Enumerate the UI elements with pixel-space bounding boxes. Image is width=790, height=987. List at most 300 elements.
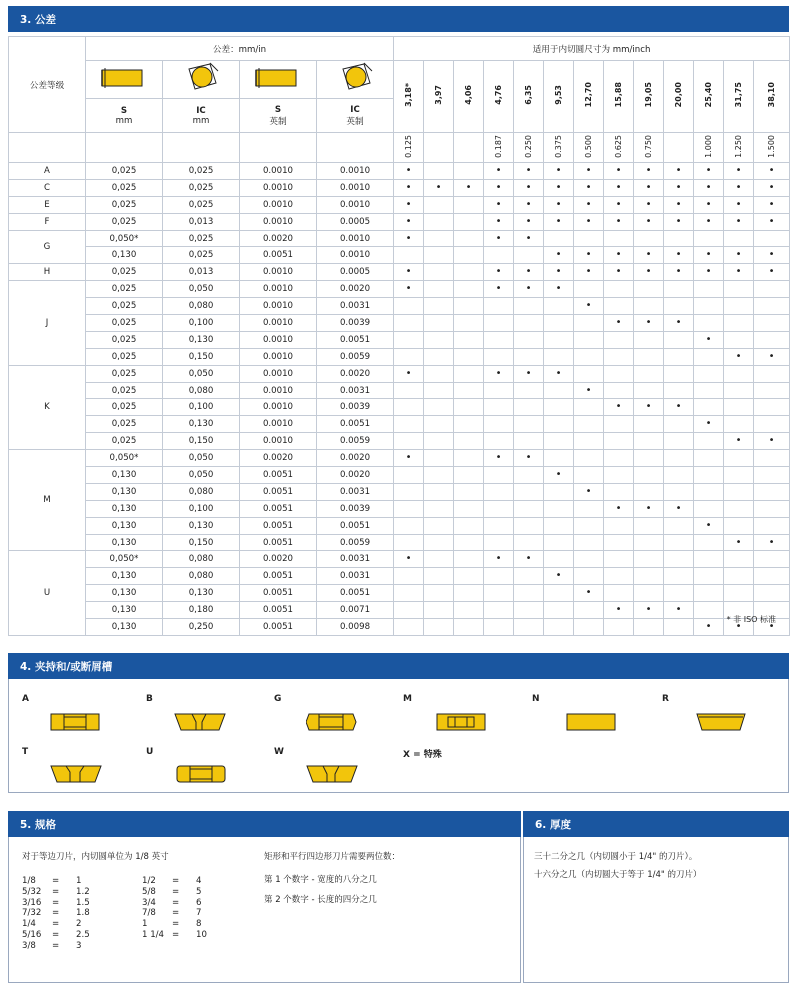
applicability-cell (484, 348, 514, 365)
applicability-cell (664, 331, 694, 348)
applicability-cell (604, 568, 634, 585)
applicability-cell (454, 619, 484, 636)
table-row (9, 534, 790, 551)
size-row: 3/4 = 6 (142, 897, 202, 908)
applicability-cell (634, 399, 664, 416)
type-T-label: T (22, 747, 29, 757)
applicability-cell (574, 230, 604, 247)
applicable-dot: • (705, 181, 712, 193)
ic-in-4: 0.250 (514, 133, 544, 163)
col-s-in: S 英制 (240, 99, 317, 133)
col-ic-mm: IC mm (163, 99, 240, 133)
table-row (9, 585, 790, 602)
applicability-cell (694, 247, 724, 264)
applicability-cell (664, 483, 694, 500)
tolerance-value: 0.0010 (317, 163, 394, 180)
applicability-cell (604, 483, 634, 500)
applicability-cell (484, 568, 514, 585)
applicability-cell (484, 585, 514, 602)
applicability-cell (394, 399, 424, 416)
applicable-dot: • (705, 198, 712, 210)
applicability-cell (424, 416, 454, 433)
applicability-cell (574, 213, 604, 230)
applicability-cell (574, 315, 604, 332)
size-row: 3/8 = 3 (22, 940, 82, 951)
tolerance-value: 0,100 (163, 315, 240, 332)
applicability-cell (544, 213, 574, 230)
applicability-cell (604, 517, 634, 534)
applicability-cell (544, 298, 574, 315)
table-row (9, 196, 790, 213)
applicability-cell (694, 534, 724, 551)
tolerance-value: 0.0031 (317, 382, 394, 399)
tolerance-value: 0.0039 (317, 500, 394, 517)
applicability-cell (724, 264, 754, 281)
applicability-cell (724, 163, 754, 180)
applicability-cell (724, 450, 754, 467)
tolerance-value: 0.0098 (317, 619, 394, 636)
tolerance-value: 0,130 (86, 568, 163, 585)
size-row: 5/32 = 1.2 (22, 886, 90, 897)
applicability-cell (604, 163, 634, 180)
applicability-cell (724, 483, 754, 500)
applicability-cell (394, 416, 424, 433)
ic-in-icon-cell (317, 61, 394, 99)
applicability-cell (544, 163, 574, 180)
applicable-dot: • (405, 198, 412, 210)
ic-mm-5: 9,53 (553, 85, 563, 105)
tolerance-value: 0.0010 (240, 298, 317, 315)
applicability-cell (664, 534, 694, 551)
applicability-cell (514, 433, 544, 450)
applicability-cell (724, 196, 754, 213)
applicable-dot: • (675, 502, 682, 514)
applicability-cell (544, 619, 574, 636)
applicability-cell (724, 298, 754, 315)
applicability-cell (664, 399, 694, 416)
applicability-cell (634, 264, 664, 281)
tolerance-value: 0,080 (163, 551, 240, 568)
applicable-dot: • (555, 198, 562, 210)
size-row: 1 = 8 (142, 919, 202, 930)
rect-intro: 矩形和平行四边形刀片需要两位数： (264, 852, 401, 862)
tolerance-value: 0,130 (163, 416, 240, 433)
inscribed-circle-icon (180, 61, 222, 95)
applicable-dot: • (585, 249, 592, 261)
applicability-cell (724, 517, 754, 534)
applicability-cell (694, 568, 724, 585)
applicability-cell (754, 331, 790, 348)
applicability-cell (544, 382, 574, 399)
applicability-cell (394, 315, 424, 332)
applicability-cell (544, 399, 574, 416)
tolerance-value: 0,025 (86, 298, 163, 315)
applicable-dot: • (675, 249, 682, 261)
tolerance-value: 0.0059 (317, 534, 394, 551)
tolerance-value: 0,130 (86, 619, 163, 636)
applicability-cell (634, 163, 664, 180)
tolerance-value: 0.0010 (240, 264, 317, 281)
applicability-cell (424, 179, 454, 196)
tolerance-value: 0,013 (163, 213, 240, 230)
tolerance-value: 0.0010 (240, 315, 317, 332)
applicability-cell (634, 551, 664, 568)
applicability-cell (664, 163, 694, 180)
applicability-cell (484, 619, 514, 636)
applicability-cell (514, 247, 544, 264)
applicable-dot: • (525, 553, 532, 565)
tolerance-value: 0.0010 (240, 163, 317, 180)
applicable-dot: • (525, 198, 532, 210)
tolerance-value: 0,080 (163, 382, 240, 399)
applicability-cell (574, 433, 604, 450)
applicability-cell (604, 399, 634, 416)
applicability-cell (664, 568, 694, 585)
applicability-cell (754, 551, 790, 568)
applicability-cell (424, 196, 454, 213)
applicability-cell (544, 517, 574, 534)
tolerance-value: 0.0051 (317, 585, 394, 602)
applicability-cell (394, 619, 424, 636)
section5-title: 5. 规格 (20, 818, 56, 831)
applicability-cell (574, 382, 604, 399)
tolerance-value: 0,130 (163, 517, 240, 534)
tolerance-value: 0.0020 (240, 450, 317, 467)
tolerance-value: 0,100 (163, 399, 240, 416)
applicable-dot: • (405, 452, 412, 464)
applicability-cell (514, 331, 544, 348)
tolerance-value: 0,100 (163, 500, 240, 517)
applicability-cell (394, 585, 424, 602)
applicability-cell (694, 551, 724, 568)
applicable-dot: • (645, 401, 652, 413)
footnote: * 非 ISO 标准 (726, 615, 776, 624)
applicability-cell (634, 483, 664, 500)
type-W-shape (306, 764, 360, 786)
applicability-cell (574, 281, 604, 298)
s-mm-icon-cell (86, 61, 163, 99)
tolerance-value: 0,025 (86, 315, 163, 332)
ic-size-header: 适用于内切圆尺寸为 mm/inch (394, 37, 790, 61)
applicable-dot: • (768, 198, 775, 210)
ic-mm-7: 15,88 (613, 82, 623, 108)
applicability-cell (754, 196, 790, 213)
applicability-cell (664, 196, 694, 213)
ic-mm-2: 4,06 (463, 85, 473, 105)
applicable-dot: • (735, 350, 742, 362)
applicability-cell (544, 348, 574, 365)
applicability-cell (754, 264, 790, 281)
applicability-cell (664, 281, 694, 298)
tolerance-value: 0,130 (86, 585, 163, 602)
applicability-cell (754, 483, 790, 500)
applicability-cell (574, 365, 604, 382)
applicability-cell (424, 315, 454, 332)
applicable-dot: • (645, 249, 652, 261)
tolerance-header: 公差：mm/in (86, 37, 394, 61)
tolerance-value: 0,130 (86, 247, 163, 264)
type-T-shape (50, 764, 104, 786)
tolerance-value: 0.0051 (240, 467, 317, 484)
applicability-cell (484, 247, 514, 264)
applicable-dot: • (525, 452, 532, 464)
ic-mm-6: 12,70 (583, 82, 593, 108)
applicability-cell (754, 399, 790, 416)
tolerance-value: 0,050* (86, 551, 163, 568)
applicability-cell (754, 281, 790, 298)
applicability-cell (574, 500, 604, 517)
applicability-cell (394, 517, 424, 534)
type-W-label: W (274, 747, 284, 757)
tolerance-value: 0,025 (86, 365, 163, 382)
applicability-cell (394, 196, 424, 213)
applicability-cell (394, 213, 424, 230)
applicability-cell (634, 602, 664, 619)
applicability-cell (754, 467, 790, 484)
applicable-dot: • (675, 198, 682, 210)
type-B-label: B (146, 694, 153, 704)
applicability-cell (724, 416, 754, 433)
applicability-cell (544, 500, 574, 517)
applicability-cell (514, 264, 544, 281)
applicability-cell (484, 230, 514, 247)
col-ic-in: IC 英制 (317, 99, 394, 133)
col-s-mm: S mm (86, 99, 163, 133)
tolerance-value: 0,130 (86, 602, 163, 619)
tolerance-value: 0.0051 (317, 331, 394, 348)
applicability-cell (424, 450, 454, 467)
ic-mm-8: 19,05 (643, 82, 653, 108)
applicable-dot: • (645, 502, 652, 514)
applicability-cell (424, 551, 454, 568)
applicability-cell (754, 247, 790, 264)
applicability-cell (604, 500, 634, 517)
applicability-cell (484, 179, 514, 196)
table-row (9, 602, 790, 619)
applicability-cell (634, 619, 664, 636)
applicability-cell (634, 298, 664, 315)
ic-mm-icon-cell (163, 61, 240, 99)
applicable-dot: • (768, 215, 775, 227)
applicable-dot: • (525, 164, 532, 176)
applicable-dot: • (735, 536, 742, 548)
applicable-dot: • (495, 367, 502, 379)
type-A-label: A (22, 694, 29, 704)
tolerance-value: 0.0031 (317, 568, 394, 585)
applicability-cell (634, 281, 664, 298)
grade-cell: U (9, 551, 86, 635)
applicability-cell (544, 196, 574, 213)
table-row (9, 568, 790, 585)
applicability-cell (754, 433, 790, 450)
applicability-cell (604, 298, 634, 315)
applicability-cell (694, 500, 724, 517)
applicability-cell (694, 585, 724, 602)
applicable-dot: • (585, 266, 592, 278)
applicable-dot: • (525, 367, 532, 379)
applicability-cell (514, 179, 544, 196)
applicable-dot: • (405, 232, 412, 244)
table-row (9, 348, 790, 365)
applicability-cell (574, 534, 604, 551)
applicability-cell (394, 534, 424, 551)
tolerance-value: 0.0010 (240, 213, 317, 230)
table-row (9, 213, 790, 230)
applicability-cell (424, 213, 454, 230)
applicability-cell (514, 500, 544, 517)
tolerance-value: 0.0010 (240, 416, 317, 433)
applicability-cell (454, 483, 484, 500)
applicability-cell (544, 315, 574, 332)
applicability-cell (724, 365, 754, 382)
tolerance-value: 0.0020 (317, 467, 394, 484)
applicable-dot: • (525, 215, 532, 227)
applicability-cell (544, 230, 574, 247)
applicability-cell (514, 450, 544, 467)
tolerance-value: 0,025 (163, 179, 240, 196)
applicability-cell (754, 213, 790, 230)
applicability-cell (574, 298, 604, 315)
applicability-cell (664, 500, 694, 517)
ic-in-12: 1.500 (754, 133, 790, 163)
tolerance-value: 0,025 (163, 247, 240, 264)
tolerance-value: 0.0051 (240, 483, 317, 500)
ic-mm-11: 31,75 (733, 82, 743, 108)
tolerance-value: 0.0010 (317, 196, 394, 213)
applicability-cell (724, 534, 754, 551)
size-row: 7/32 = 1.8 (22, 908, 90, 919)
applicability-cell (634, 500, 664, 517)
ic-in-0: 0.125 (394, 133, 424, 163)
applicable-dot: • (645, 164, 652, 176)
applicability-cell (634, 467, 664, 484)
applicability-cell (664, 467, 694, 484)
applicable-dot: • (735, 181, 742, 193)
type-M-label: M (403, 694, 412, 704)
applicability-cell (634, 315, 664, 332)
applicability-cell (424, 264, 454, 281)
applicability-cell (694, 450, 724, 467)
applicable-dot: • (495, 452, 502, 464)
tolerance-value: 0,025 (86, 213, 163, 230)
applicability-cell (574, 568, 604, 585)
applicability-cell (544, 365, 574, 382)
size-row: 1/8 = 1 (22, 876, 82, 886)
applicable-dot: • (495, 232, 502, 244)
tolerance-value: 0,050* (86, 230, 163, 247)
applicability-cell (484, 602, 514, 619)
applicability-cell (604, 551, 634, 568)
tolerance-value: 0.0051 (240, 568, 317, 585)
applicability-cell (664, 450, 694, 467)
table-row (9, 416, 790, 433)
applicability-cell (394, 467, 424, 484)
applicability-cell (604, 196, 634, 213)
table-row (9, 399, 790, 416)
applicable-dot: • (585, 384, 592, 396)
applicable-dot: • (405, 164, 412, 176)
applicable-dot: • (768, 249, 775, 261)
applicability-cell (604, 602, 634, 619)
applicability-cell (604, 619, 634, 636)
applicable-dot: • (615, 181, 622, 193)
applicable-dot: • (768, 350, 775, 362)
ic-mm-10: 25,40 (703, 82, 713, 108)
applicability-cell (424, 230, 454, 247)
tolerance-value: 0,050 (163, 467, 240, 484)
tolerance-value: 0,025 (86, 196, 163, 213)
tolerance-value: 0.0071 (317, 602, 394, 619)
size-row: 5/8 = 5 (142, 886, 202, 897)
applicability-cell (574, 163, 604, 180)
section3-title: 3. 公差 (20, 13, 56, 26)
applicability-cell (694, 298, 724, 315)
applicability-cell (454, 230, 484, 247)
applicability-cell (574, 399, 604, 416)
applicability-cell (574, 450, 604, 467)
applicability-cell (574, 331, 604, 348)
applicable-dot: • (645, 604, 652, 616)
applicability-cell (604, 281, 634, 298)
applicability-cell (604, 585, 634, 602)
applicable-dot: • (405, 266, 412, 278)
applicability-cell (664, 230, 694, 247)
applicability-cell (424, 534, 454, 551)
applicability-cell (574, 602, 604, 619)
applicability-cell (604, 247, 634, 264)
applicable-dot: • (585, 215, 592, 227)
applicability-cell (424, 517, 454, 534)
applicable-dot: • (645, 215, 652, 227)
ic-in-6: 0.500 (574, 133, 604, 163)
applicability-cell (544, 602, 574, 619)
applicability-cell (754, 163, 790, 180)
applicability-cell (454, 315, 484, 332)
applicability-cell (454, 450, 484, 467)
applicability-cell (604, 416, 634, 433)
applicability-cell (724, 500, 754, 517)
tolerance-value: 0,025 (163, 230, 240, 247)
applicability-cell (424, 585, 454, 602)
applicability-cell (454, 331, 484, 348)
applicability-cell (574, 264, 604, 281)
applicability-cell (724, 399, 754, 416)
applicability-cell (754, 315, 790, 332)
applicability-cell (754, 568, 790, 585)
applicable-dot: • (555, 283, 562, 295)
applicable-dot: • (768, 435, 775, 447)
applicability-cell (574, 619, 604, 636)
applicability-cell (424, 298, 454, 315)
applicable-dot: • (555, 249, 562, 261)
applicability-cell (694, 315, 724, 332)
tolerance-value: 0.0039 (317, 399, 394, 416)
applicability-cell (514, 602, 544, 619)
applicability-cell (694, 365, 724, 382)
applicability-cell (574, 416, 604, 433)
applicability-cell (664, 551, 694, 568)
applicability-cell (694, 433, 724, 450)
applicability-cell (484, 500, 514, 517)
tolerance-value: 0.0051 (317, 416, 394, 433)
tolerance-value: 0.0020 (317, 281, 394, 298)
applicability-cell (754, 348, 790, 365)
applicability-cell (574, 196, 604, 213)
tolerance-value: 0,130 (163, 585, 240, 602)
applicability-cell (544, 281, 574, 298)
applicability-cell (664, 433, 694, 450)
tolerance-value: 0,130 (163, 331, 240, 348)
